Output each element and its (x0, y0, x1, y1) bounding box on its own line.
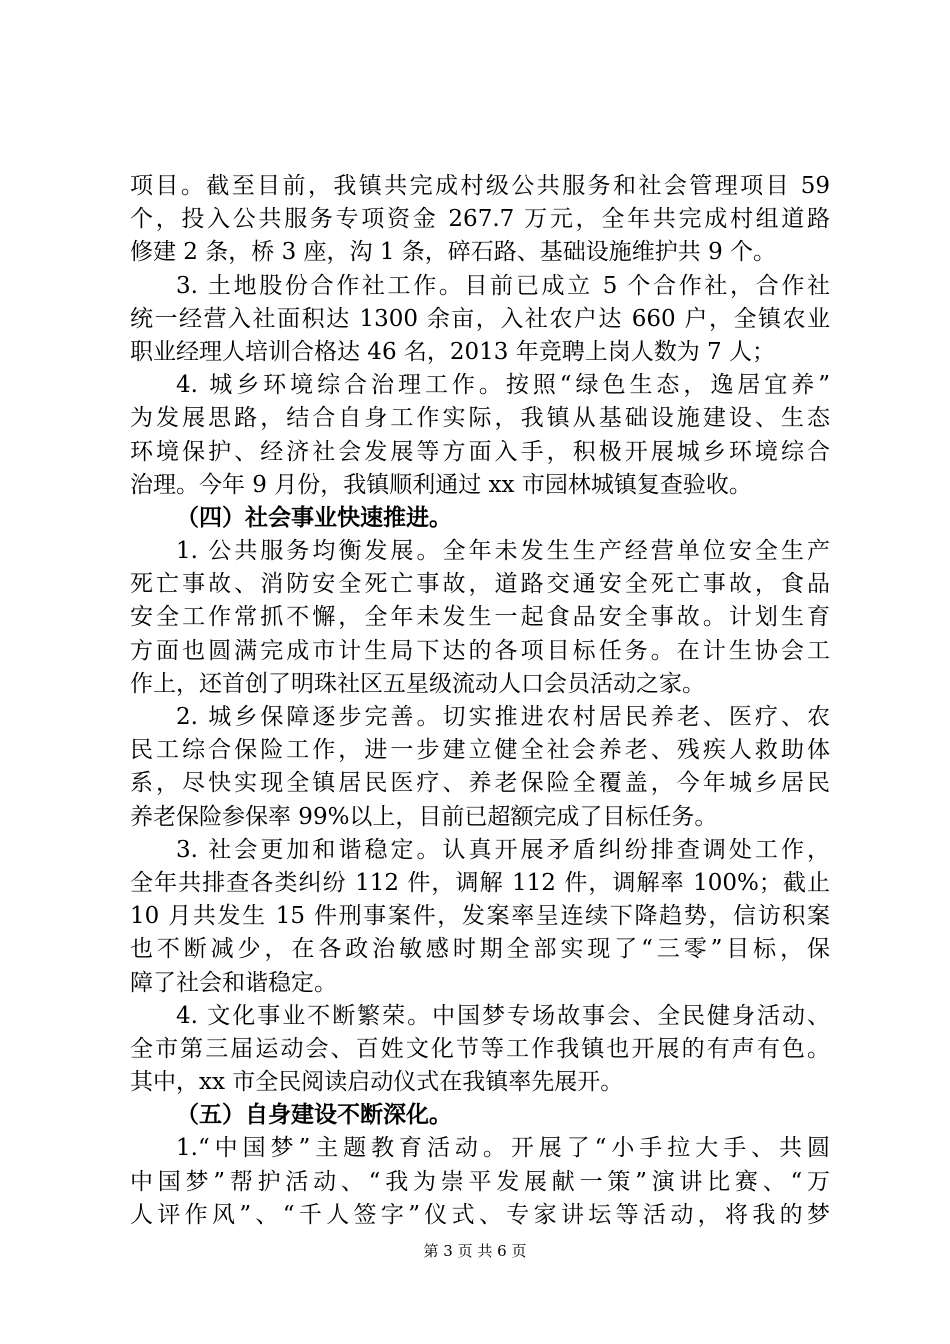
text-line-8: 为发展思路，结合自身工作实际，我镇从基础设施建设、生态 (130, 405, 830, 432)
text-line-25: 障了社会和谐稳定。 (130, 969, 337, 996)
text-line-12: 1. 公共服务均衡发展。全年未发生生产经营单位安全生产 (176, 538, 830, 565)
text-line-26: 4. 文化事业不断繁荣。中国梦专场故事会、全民健身活动、 (176, 1002, 830, 1029)
text-line-28: 其中，xx 市全民阅读启动仪式在我镇率先展开。 (130, 1069, 624, 1096)
text-line-27: 全市第三届运动会、百姓文化节等工作我镇也开展的有声有色。 (130, 1035, 830, 1062)
text-line-24: 也不断减少，在各政治敏感时期全部实现了“三零”目标，保 (130, 936, 830, 963)
text-line-7: 4. 城乡环境综合治理工作。按照“绿色生态，逸居宜养” (176, 372, 830, 399)
text-line-5: 统一经营入社面积达 1300 余亩，入社农户达 660 户，全镇农业 (130, 305, 830, 332)
text-line-13: 死亡事故、消防安全死亡事故，道路交通安全死亡事故，食品 (130, 571, 830, 598)
text-line-23: 10 月共发生 15 件刑事案件，发案率呈连续下降趋势，信访积案 (130, 903, 830, 930)
text-line-14: 安全工作常抓不懈，全年未发生一起食品安全事故。计划生育 (130, 604, 830, 631)
text-line-19: 系，尽快实现全镇居民医疗、养老保险全覆盖，今年城乡居民 (130, 770, 830, 797)
text-line-18: 民工综合保险工作，进一步建立健全社会养老、残疾人救助体 (130, 737, 830, 764)
text-line-15: 方面也圆满完成市计生局下达的各项目标任务。在计生协会工 (130, 637, 830, 664)
text-line-2: 个，投入公共服务专项资金 267.7 万元，全年共完成村组道路 (130, 206, 830, 233)
text-line-3: 修建 2 条，桥 3 座，沟 1 条，碎石路、基础设施维护共 9 个。 (130, 239, 777, 266)
text-line-9: 环境保护、经济社会发展等方面入手，积极开展城乡环境综合 (130, 438, 830, 465)
page-number-label: 第 3 页 共 6 页 (423, 1242, 527, 1260)
text-line-4: 3. 土地股份合作社工作。目前已成立 5 个合作社，合作社 (176, 272, 830, 299)
text-line-21: 3. 社会更加和谐稳定。认真开展矛盾纠纷排查调处工作， (176, 836, 830, 863)
text-line-20: 养老保险参保率 99%以上，目前已超额完成了目标任务。 (130, 803, 718, 830)
text-line-31: 中国梦”帮护活动、“我为崇平发展献一策”演讲比赛、“万 (130, 1168, 830, 1195)
document-body (130, 170, 830, 1232)
text-line-1: 项目。截至目前，我镇共完成村级公共服务和社会管理项目 59 (130, 173, 830, 199)
text-line-22: 全年共排查各类纠纷 112 件，调解 112 件，调解率 100%；截止 (130, 869, 830, 896)
section-heading-4: （四）社会事业快速推进。 (176, 504, 452, 531)
text-line-32: 人评作风”、“千人签字”仪式、专家讲坛等活动，将我的梦 (130, 1201, 830, 1228)
text-line-10: 治理。今年 9 月份，我镇顺利通过 xx 市园林城镇复查验收。 (130, 471, 752, 498)
text-line-17: 2. 城乡保障逐步完善。切实推进农村居民养老、医疗、农 (176, 704, 830, 730)
page-footer (0, 1241, 950, 1261)
text-line-30: 1.“中国梦”主题教育活动。开展了“小手拉大手、共圆 (176, 1135, 830, 1162)
text-line-16: 作上，还首创了明珠社区五星级流动人口会员活动之家。 (130, 670, 705, 697)
section-heading-5: （五）自身建设不断深化。 (176, 1102, 452, 1129)
text-line-6: 职业经理人培训合格达 46 名，2013 年竞聘上岗人数为 7 人； (130, 338, 775, 365)
